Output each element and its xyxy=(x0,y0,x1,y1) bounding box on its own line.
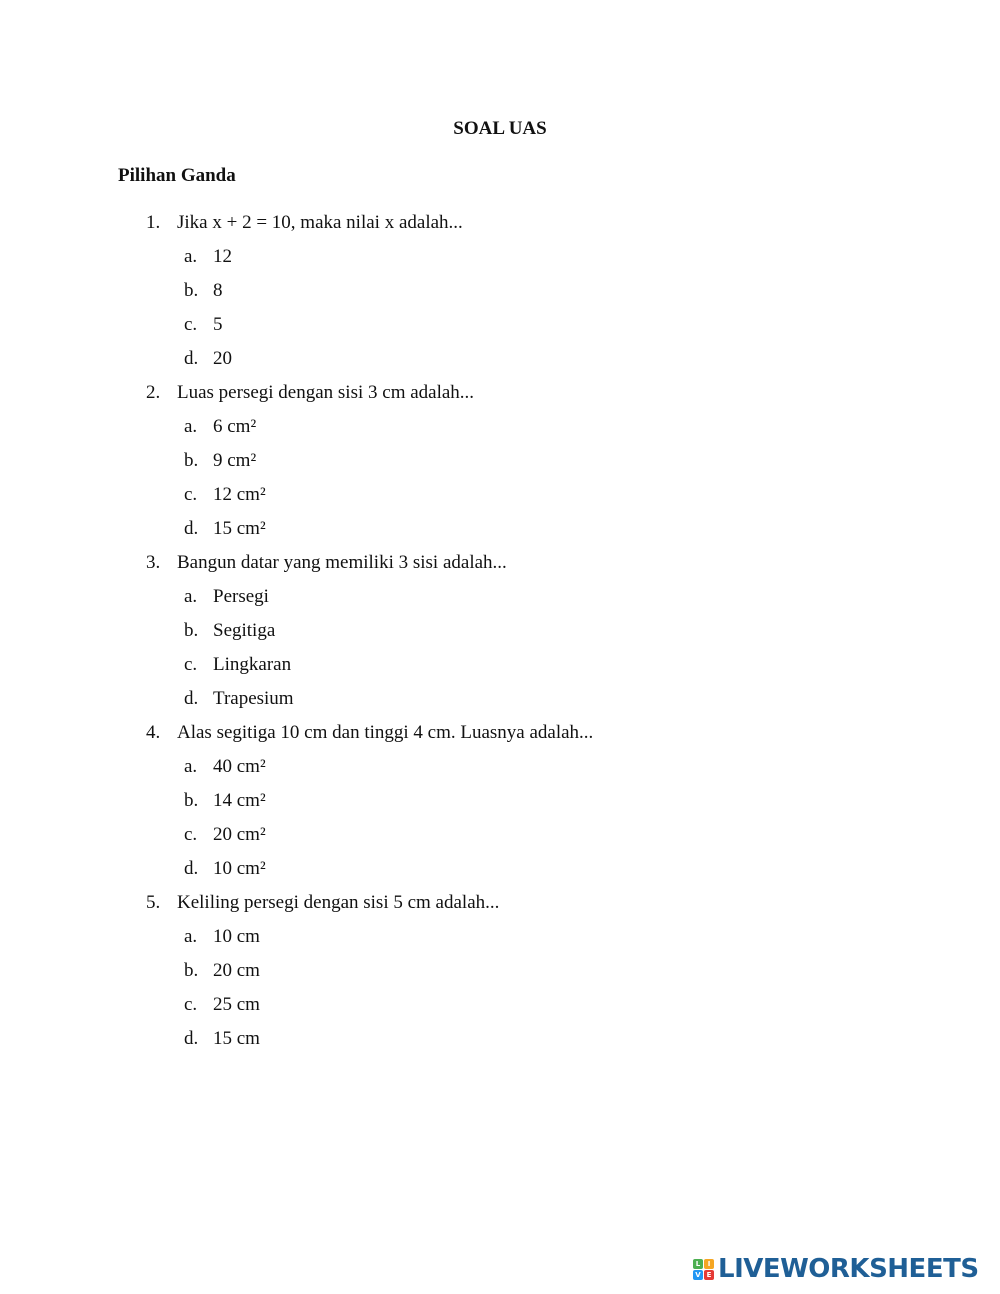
option-text: 9 cm² xyxy=(213,450,257,471)
option-list xyxy=(0,585,1000,721)
answer-option[interactable] xyxy=(0,313,1000,347)
answer-option[interactable] xyxy=(0,857,1000,891)
option-letter: d. xyxy=(184,858,199,879)
question-line xyxy=(0,551,1000,585)
question-line xyxy=(0,381,1000,415)
question-line xyxy=(0,721,1000,755)
option-letter: a. xyxy=(184,756,198,777)
answer-option[interactable] xyxy=(0,687,1000,721)
option-letter: a. xyxy=(184,416,198,437)
answer-option[interactable] xyxy=(0,347,1000,381)
option-text: 20 cm² xyxy=(213,824,266,845)
option-letter: c. xyxy=(184,484,198,505)
option-text: 12 cm² xyxy=(213,484,266,505)
question-text: Luas persegi dengan sisi 3 cm adalah... xyxy=(177,382,475,403)
option-text: 10 cm xyxy=(213,926,260,947)
question-number: 4. xyxy=(146,722,161,743)
answer-option[interactable] xyxy=(0,585,1000,619)
answer-option[interactable] xyxy=(0,959,1000,993)
option-letter: b. xyxy=(184,790,199,811)
question-number: 5. xyxy=(146,892,161,913)
answer-option[interactable] xyxy=(0,823,1000,857)
option-letter: b. xyxy=(184,280,199,301)
option-text: 8 xyxy=(213,280,223,301)
answer-option[interactable] xyxy=(0,245,1000,279)
option-text: Persegi xyxy=(213,586,269,607)
option-letter: b. xyxy=(184,450,199,471)
option-letter: c. xyxy=(184,654,198,675)
option-letter: a. xyxy=(184,246,198,267)
option-list xyxy=(0,245,1000,381)
section-heading: Pilihan Ganda xyxy=(118,165,236,186)
question-number: 3. xyxy=(146,552,161,573)
question-5 xyxy=(0,891,1000,1061)
logo-tile: L xyxy=(693,1259,703,1269)
option-letter: d. xyxy=(184,348,199,369)
question-number: 1. xyxy=(146,212,161,233)
answer-option[interactable] xyxy=(0,755,1000,789)
answer-option[interactable] xyxy=(0,415,1000,449)
question-4 xyxy=(0,721,1000,891)
option-letter: c. xyxy=(184,314,198,335)
option-letter: a. xyxy=(184,926,198,947)
question-text: Bangun datar yang memiliki 3 sisi adalah... xyxy=(177,552,507,573)
option-text: 14 cm² xyxy=(213,790,266,811)
answer-option[interactable] xyxy=(0,279,1000,313)
liveworksheets-logo xyxy=(693,1254,979,1284)
option-letter: d. xyxy=(184,1028,199,1049)
option-letter: c. xyxy=(184,824,198,845)
option-text: 10 cm² xyxy=(213,858,266,879)
option-letter: d. xyxy=(184,518,199,539)
option-list xyxy=(0,925,1000,1061)
question-1 xyxy=(0,211,1000,381)
question-line xyxy=(0,891,1000,925)
question-line xyxy=(0,211,1000,245)
option-letter: c. xyxy=(184,994,198,1015)
page-title: SOAL UAS xyxy=(453,118,547,139)
option-text: Lingkaran xyxy=(213,654,292,675)
option-list xyxy=(0,415,1000,551)
answer-option[interactable] xyxy=(0,517,1000,551)
option-text: 25 cm xyxy=(213,994,260,1015)
option-text: 5 xyxy=(213,314,223,335)
question-number: 2. xyxy=(146,382,161,403)
question-text: Keliling persegi dengan sisi 5 cm adalah... xyxy=(177,892,500,913)
logo-tile: E xyxy=(704,1270,714,1280)
brand-name: LIVEWORKSHEETS xyxy=(718,1254,979,1284)
option-text: Trapesium xyxy=(213,688,294,709)
question-text: Alas segitiga 10 cm dan tinggi 4 cm. Luasnya adalah... xyxy=(177,722,594,743)
option-letter: a. xyxy=(184,586,198,607)
question-text: Jika x + 2 = 10, maka nilai x adalah... xyxy=(177,212,463,233)
option-text: 20 cm xyxy=(213,960,260,981)
option-list xyxy=(0,755,1000,891)
question-2 xyxy=(0,381,1000,551)
answer-option[interactable] xyxy=(0,619,1000,653)
option-letter: d. xyxy=(184,688,199,709)
option-letter: b. xyxy=(184,960,199,981)
logo-tile: I xyxy=(704,1259,714,1269)
answer-option[interactable] xyxy=(0,449,1000,483)
option-text: 15 cm² xyxy=(213,518,266,539)
answer-option[interactable] xyxy=(0,1027,1000,1061)
answer-option[interactable] xyxy=(0,789,1000,823)
option-text: 40 cm² xyxy=(213,756,266,777)
option-text: Segitiga xyxy=(213,620,276,641)
question-3 xyxy=(0,551,1000,721)
option-text: 6 cm² xyxy=(213,416,257,437)
option-text: 20 xyxy=(213,348,232,369)
option-letter: b. xyxy=(184,620,199,641)
answer-option[interactable] xyxy=(0,993,1000,1027)
answer-option[interactable] xyxy=(0,483,1000,517)
question-list xyxy=(0,211,1000,1061)
answer-option[interactable] xyxy=(0,653,1000,687)
answer-option[interactable] xyxy=(0,925,1000,959)
logo-tile: V xyxy=(693,1270,703,1280)
option-text: 15 cm xyxy=(213,1028,260,1049)
logo-grid-icon xyxy=(693,1259,714,1280)
option-text: 12 xyxy=(213,246,232,267)
